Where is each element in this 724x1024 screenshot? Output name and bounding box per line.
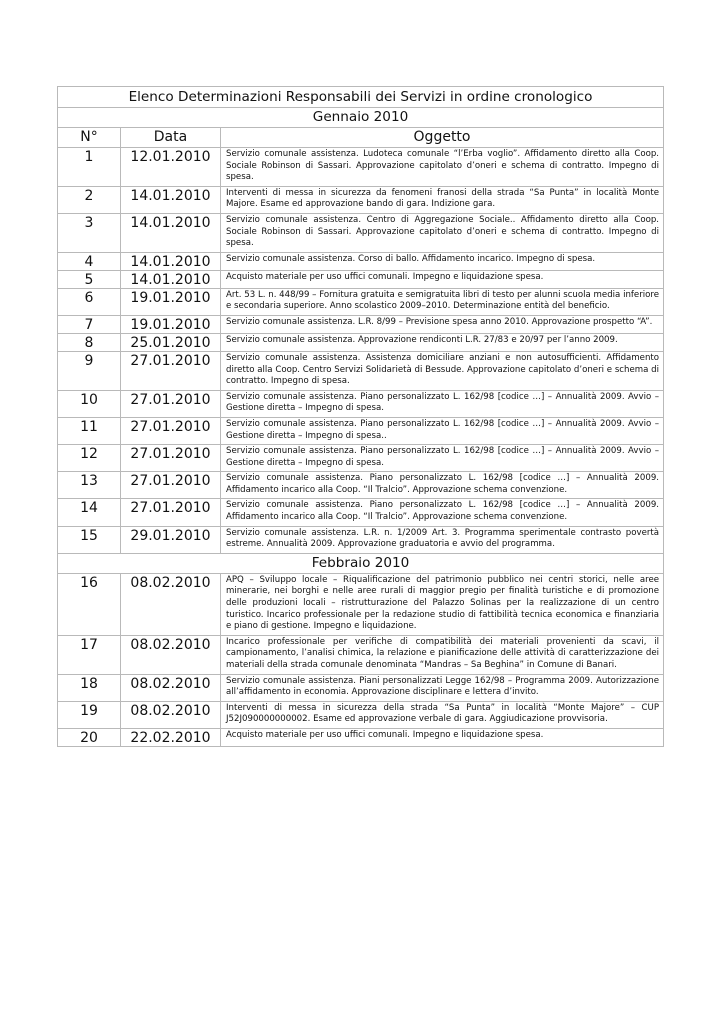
entry-date: 29.01.2010 <box>121 526 221 553</box>
entry-date: 27.01.2010 <box>121 390 221 417</box>
table-row <box>58 270 664 288</box>
entry-number: 16 <box>58 573 121 635</box>
entry-date: 12.01.2010 <box>121 148 221 187</box>
header-subject: Oggetto <box>221 128 664 148</box>
entry-subject: Servizio comunale assistenza. Piano personalizzato L. 162/98 [codice …] – Annualità 2009. Avvio – Gestione diretta – Impegno di spesa.. <box>221 417 664 444</box>
column-header-row <box>58 128 664 148</box>
entry-number: 18 <box>58 674 121 701</box>
entry-number: 1 <box>58 148 121 187</box>
entry-subject: Acquisto materiale per uso uffici comunali. Impegno e liquidazione spesa. <box>221 728 664 746</box>
entry-number: 4 <box>58 252 121 270</box>
entry-subject: Servizio comunale assistenza. Ludoteca comunale “l’Erba voglio”. Affidamento diretto alla Coop. Sociale Robinson di Sassari. Approvazione capitolato d’oneri e schema di contratto. Impegno di spesa. <box>221 148 664 187</box>
table-row <box>58 445 664 472</box>
header-date: Data <box>121 128 221 148</box>
table-row <box>58 351 664 390</box>
entry-number: 13 <box>58 472 121 499</box>
title-row <box>58 87 664 108</box>
entry-number: 8 <box>58 333 121 351</box>
entry-subject: Acquisto materiale per uso uffici comunali. Impegno e liquidazione spesa. <box>221 270 664 288</box>
entry-subject: Servizio comunale assistenza. Centro di Aggregazione Sociale.. Affidamento diretto alla Coop. Sociale Robinson di Sassari. Approvazione capitolato d’oneri e schema di contratto. Impegno di spesa. <box>221 213 664 252</box>
table-row <box>58 315 664 333</box>
table-row <box>58 701 664 728</box>
entry-subject: Art. 53 L. n. 448/99 – Fornitura gratuita e semigratuita libri di testo per alunni scuola media inferiore e secondaria superiore. Anno scolastico 2009–2010. Determinazione entità del beneficio. <box>221 288 664 315</box>
month-row <box>58 108 664 128</box>
entry-number: 17 <box>58 635 121 674</box>
determinazioni-table <box>57 86 664 747</box>
table-row <box>58 186 664 213</box>
entry-date: 08.02.2010 <box>121 573 221 635</box>
entry-date: 27.01.2010 <box>121 417 221 444</box>
entry-date: 19.01.2010 <box>121 288 221 315</box>
entry-date: 22.02.2010 <box>121 728 221 746</box>
entry-date: 08.02.2010 <box>121 635 221 674</box>
table-row <box>58 472 664 499</box>
entry-subject: Servizio comunale assistenza. L.R. 8/99 – Previsione spesa anno 2010. Approvazione prospetto “A”. <box>221 315 664 333</box>
entry-subject: Servizio comunale assistenza. Piano personalizzato L. 162/98 [codice …] – Annualità 2009. Avvio – Gestione diretta – Impegno di spesa. <box>221 390 664 417</box>
entry-subject: Servizio comunale assistenza. Corso di ballo. Affidamento incarico. Impegno di spesa. <box>221 252 664 270</box>
entry-date: 27.01.2010 <box>121 351 221 390</box>
entry-subject: Servizio comunale assistenza. Piano personalizzato L. 162/98 [codice …] – Annualità 2009. Avvio – Gestione diretta – Impegno di spesa. <box>221 445 664 472</box>
entry-date: 08.02.2010 <box>121 674 221 701</box>
entry-date: 14.01.2010 <box>121 213 221 252</box>
entry-number: 11 <box>58 417 121 444</box>
table-row <box>58 573 664 635</box>
month-heading: Febbraio 2010 <box>58 553 664 573</box>
entry-subject: Servizio comunale assistenza. Piani personalizzati Legge 162/98 – Programma 2009. Autorizzazione all’affidamento in economia. Approvazione disciplinare e lettera d’invito. <box>221 674 664 701</box>
entry-subject: Servizio comunale assistenza. Piano personalizzato L. 162/98 [codice …] – Annualità 2009. Affidamento incarico alla Coop. “Il Tralcio”. Approvazione schema convenzione. <box>221 499 664 526</box>
document-title: Elenco Determinazioni Responsabili dei Servizi in ordine cronologico <box>58 87 664 108</box>
entry-date: 27.01.2010 <box>121 472 221 499</box>
entry-number: 19 <box>58 701 121 728</box>
entry-subject: Interventi di messa in sicurezza della strada “Sa Punta” in località “Monte Majore” – CUP J52J090000000002. Esame ed approvazione verbale di gara. Aggiudicazione provvisoria. <box>221 701 664 728</box>
table-row <box>58 417 664 444</box>
entry-subject: Incarico professionale per verifiche di compatibilità dei materiali provenienti da scavi, il campionamento, l’analisi chimica, la relazione e pianificazione delle attività di caratterizzazione dei materiali della strada comunale denominata “Mandras – Sa Beghina” in Comune di Banari. <box>221 635 664 674</box>
table-row <box>58 635 664 674</box>
table-row <box>58 213 664 252</box>
entry-subject: Servizio comunale assistenza. Approvazione rendiconti L.R. 27/83 e 20/97 per l’anno 2009. <box>221 333 664 351</box>
entry-date: 14.01.2010 <box>121 270 221 288</box>
table-row <box>58 288 664 315</box>
entry-subject: Servizio comunale assistenza. Piano personalizzato L. 162/98 [codice …] – Annualità 2009. Affidamento incarico alla Coop. “Il Tralcio”. Approvazione schema convenzione. <box>221 472 664 499</box>
table-row <box>58 728 664 746</box>
table-row <box>58 526 664 553</box>
entry-date: 08.02.2010 <box>121 701 221 728</box>
entry-date: 27.01.2010 <box>121 445 221 472</box>
table-row <box>58 148 664 187</box>
entry-subject: APQ – Sviluppo locale – Riqualificazione del patrimonio pubblico nei centri storici, nelle aree minerarie, nei borghi e nelle aree rurali di maggior pregio per finalità turistiche e di promozione delle produzioni locali – ristrutturazione del Palazzo Solinas per la realizzazione di un centro turistico. Incarico professionale per la redazione studio di fattibilità tecnica economica e finanziaria e piano di gestione. Impegno e liquidazione. <box>221 573 664 635</box>
entry-number: 20 <box>58 728 121 746</box>
table-row <box>58 252 664 270</box>
entry-subject: Servizio comunale assistenza. L.R. n. 1/2009 Art. 3. Programma sperimentale contrasto povertà estreme. Annualità 2009. Approvazione graduatoria e avvio del programma. <box>221 526 664 553</box>
entry-subject: Interventi di messa in sicurezza da fenomeni franosi della strada “Sa Punta” in località Monte Majore. Esame ed approvazione bando di gara. Indizione gara. <box>221 186 664 213</box>
entry-number: 7 <box>58 315 121 333</box>
entry-number: 9 <box>58 351 121 390</box>
entry-number: 5 <box>58 270 121 288</box>
determinazioni-document <box>57 86 663 747</box>
entry-number: 12 <box>58 445 121 472</box>
header-number: N° <box>58 128 121 148</box>
entry-number: 3 <box>58 213 121 252</box>
table-row <box>58 499 664 526</box>
table-row <box>58 333 664 351</box>
table-row <box>58 390 664 417</box>
entry-date: 19.01.2010 <box>121 315 221 333</box>
table-row <box>58 674 664 701</box>
entry-date: 14.01.2010 <box>121 186 221 213</box>
entry-subject: Servizio comunale assistenza. Assistenza domiciliare anziani e non autosufficienti. Affidamento diretto alla Coop. Centro Servizi Solidarietà di Bessude. Approvazione capitolato d’oneri e schema di contratto. Impegno di spesa. <box>221 351 664 390</box>
entry-number: 2 <box>58 186 121 213</box>
month-heading: Gennaio 2010 <box>58 108 664 128</box>
entry-date: 27.01.2010 <box>121 499 221 526</box>
entry-number: 10 <box>58 390 121 417</box>
entry-number: 6 <box>58 288 121 315</box>
entry-number: 15 <box>58 526 121 553</box>
month-row <box>58 553 664 573</box>
entry-number: 14 <box>58 499 121 526</box>
entry-date: 25.01.2010 <box>121 333 221 351</box>
entry-date: 14.01.2010 <box>121 252 221 270</box>
